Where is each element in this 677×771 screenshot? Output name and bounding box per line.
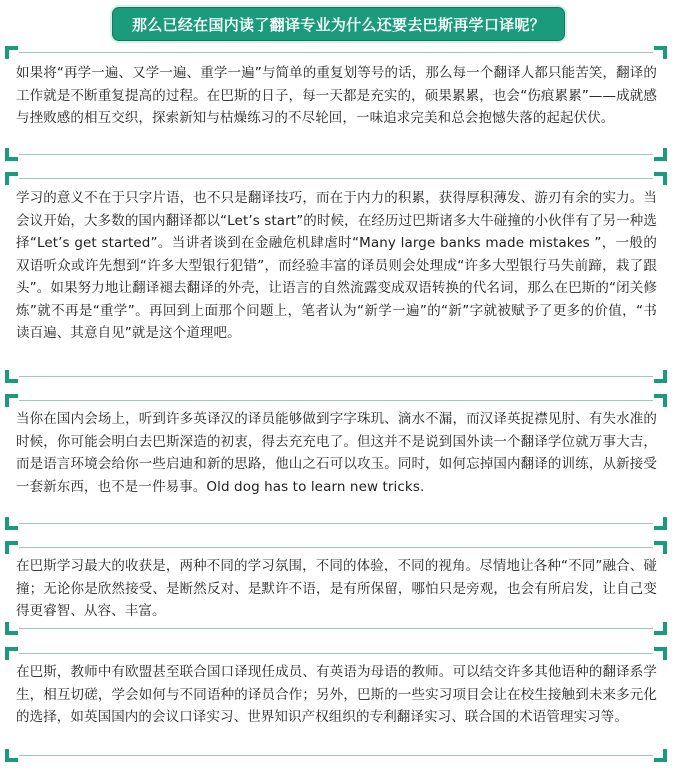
paragraph-text: 学习的意义不在于只字片语，也不只是翻译技巧，而在于内力的积累，获得厚积薄发、游刃有余的实力。当会议开始，大多数的国内翻译都以“Let’s start”的时候，在经历过巴斯诸多大牛碰撞的小伙伴有了另一种选择“Let’s get started”。当讲者谈到在金融危机肆虐时“Many large banks made mistakes ”，一般的双语听众或许先想到“许多大型银行犯错”，而经验丰富的译员则会处理成“许多大型银行马失前蹄，栽了跟头”。如果努力地让翻译褪去翻译的外壳，让语言的自然流露变成双语转换的代名词，那么在巴斯的“闭关修炼”就不再是“重学”。再回到上面那个问题上，笔者认为“新学一遍”的“新”字就被赋予了更多的价值，“书读百遍、其意自见”就是这个道理吧。 [16, 190, 657, 341]
paragraph-box-1 [5, 46, 667, 161]
corner-bracket [5, 148, 18, 161]
frame-line-bottom [19, 755, 653, 756]
paragraph-box-2 [5, 172, 667, 383]
corner-bracket [654, 749, 667, 762]
corner-bracket [5, 517, 18, 530]
paragraph-box-4 [5, 541, 667, 635]
paragraph-text: 当你在国内会场上，听到许多英译汉的译员能够做到字字珠玑、滴水不漏，而汉译英捉襟见肘、有失水准的时候，你可能会明白去巴斯深造的初衷，得去充充电了。但这并不是说到国外读一个翻译学位就万事大吉，而是语言环境会给你一些启迪和新的思路，他山之石可以攻玉。同时，如何忘掉国内翻译的训练，从新接受一套新东西，也不是一件易事。Old dog has to learn new tricks. [16, 411, 657, 495]
corner-bracket [5, 622, 18, 635]
corner-bracket [5, 647, 18, 660]
frame-line-top [19, 52, 653, 53]
corner-bracket [5, 46, 18, 59]
corner-bracket [5, 172, 18, 185]
corner-bracket [5, 749, 18, 762]
frame-line-bottom [19, 523, 653, 524]
corner-bracket [5, 370, 18, 383]
frame-line-bottom [19, 154, 653, 155]
corner-bracket [654, 148, 667, 161]
corner-bracket [654, 394, 667, 407]
corner-bracket [5, 394, 18, 407]
corner-bracket [654, 541, 667, 554]
corner-bracket [654, 622, 667, 635]
paragraph-box-5 [5, 647, 667, 762]
paragraph-box-3 [5, 394, 667, 530]
paragraph-text: 如果将“再学一遍、又学一遍、重学一遍”与简单的重复划等号的话，那么每一个翻译人都只能苦笑，翻译的工作就是不断重复提高的过程。在巴斯的日子，每一天都是充实的，硕果累累，也会“伤痕累累”——成就感与挫败感的相互交织，探索新知与枯燥练习的不尽轮回，一味追求完美和总会抱憾失落的起起伏伏。 [16, 65, 657, 126]
frame-line-top [19, 400, 653, 401]
paragraph-text: 在巴斯学习最大的收获是，两种不同的学习氛围，不同的体验，不同的视角。尽情地让各种“不同”融合、碰撞；无论你是欣然接受、是断然反对、是默许不语，是有所保留，哪怕只是旁观，也会有所启发，让自己变得更睿智、从容、丰富。 [16, 558, 657, 619]
corner-bracket [654, 370, 667, 383]
page-title: 那么已经在国内读了翻译专业为什么还要去巴斯再学口译呢？ [112, 7, 565, 41]
corner-bracket [654, 647, 667, 660]
frame-line-top [19, 653, 653, 654]
paragraph-text: 在巴斯，教师中有欧盟甚至联合国口译现任成员、有英语为母语的教师。可以结交许多其他语种的翻译系学生，相互切磋，学会如何与不同语种的译员合作；另外，巴斯的一些实习项目会让在校生接触到未来多元化的选择，如英国国内的会议口译实习、世界知识产权组织的专利翻译实习、联合国的术语管理实习等。 [16, 664, 657, 725]
corner-bracket [654, 172, 667, 185]
frame-line-top [19, 178, 653, 179]
frame-line-top [19, 547, 653, 548]
corner-bracket [654, 517, 667, 530]
corner-bracket [654, 46, 667, 59]
frame-line-bottom [19, 376, 653, 377]
frame-line-bottom [19, 628, 653, 629]
corner-bracket [5, 541, 18, 554]
